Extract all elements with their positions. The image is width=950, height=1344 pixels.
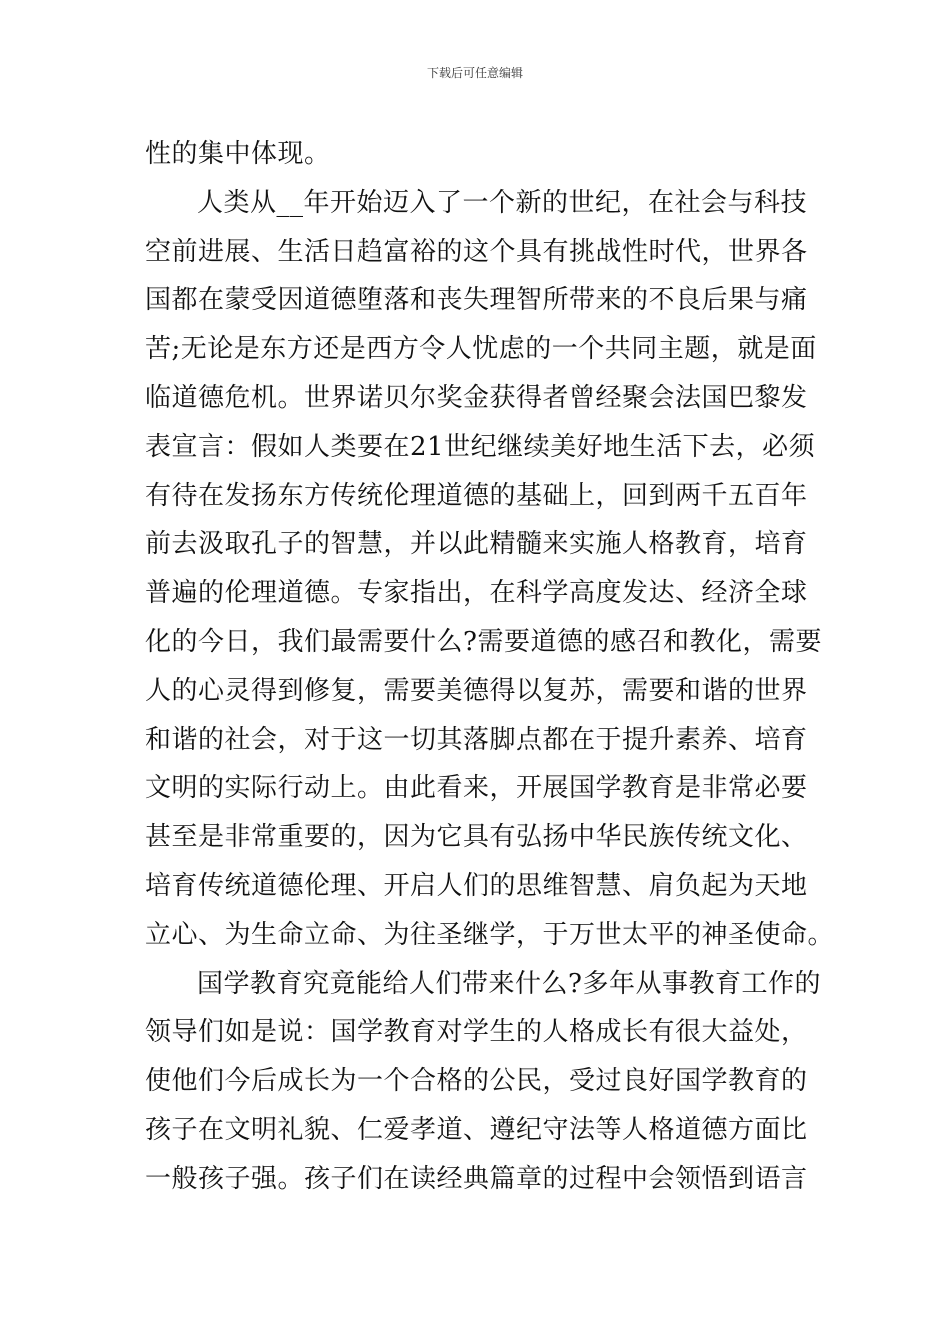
text-line: 培育传统道德伦理、开启人们的思维智慧、肩负起为天地	[145, 870, 808, 901]
text-line: 表宣言：假如人类要在21世纪继续美好地生活下去，必须	[145, 431, 816, 462]
text-line: 人的心灵得到修复，需要美德得以复苏，需要和谐的世界	[145, 675, 808, 706]
text-line: 前去汲取孔子的智慧，并以此精髓来实施人格教育，培育	[145, 529, 808, 560]
text-line: 人类从__年开始迈入了一个新的世纪，在社会与科技	[197, 187, 808, 218]
text-line: 性的集中体现。	[145, 139, 331, 169]
text-line: 苦;无论是东方还是西方令人忧虑的一个共同主题，就是面	[145, 334, 817, 365]
text-line: 甚至是非常重要的，因为它具有弘扬中华民族传统文化、	[145, 822, 808, 853]
text-line: 国都在蒙受因道德堕落和丧失理智所带来的不良后果与痛	[145, 285, 808, 316]
text-line: 和谐的社会，对于这一切其落脚点都在于提升素养、培育	[145, 724, 808, 755]
text-line: 立心、为生命立命、为往圣继学，于万世太平的神圣使命。	[145, 919, 835, 950]
text-line: 一般孩子强。孩子们在读经典篇章的过程中会领悟到语言	[145, 1163, 808, 1194]
page-header: 下载后可任意编辑	[426, 66, 523, 80]
text-line: 临道德危机。世界诺贝尔奖金获得者曾经聚会法国巴黎发	[145, 382, 808, 413]
text-line: 孩子在文明礼貌、仁爱孝道、遵纪守法等人格道德方面比	[145, 1114, 808, 1145]
text-line: 国学教育究竟能给人们带来什么?多年从事教育工作的	[197, 968, 821, 999]
text-line: 空前进展、生活日趋富裕的这个具有挑战性时代，世界各	[145, 236, 808, 267]
text-line: 领导们如是说：国学教育对学生的人格成长有很大益处，	[145, 1017, 808, 1048]
text-line: 化的今日，我们最需要什么?需要道德的感召和教化，需要	[145, 626, 822, 657]
document-body	[145, 130, 835, 1204]
text-line: 使他们今后成长为一个合格的公民，受过良好国学教育的	[145, 1066, 808, 1097]
text-line: 普遍的伦理道德。专家指出，在科学高度发达、经济全球	[145, 578, 808, 609]
text-line: 文明的实际行动上。由此看来，开展国学教育是非常必要	[145, 773, 808, 804]
text-line: 有待在发扬东方传统伦理道德的基础上，回到两千五百年	[145, 480, 808, 511]
